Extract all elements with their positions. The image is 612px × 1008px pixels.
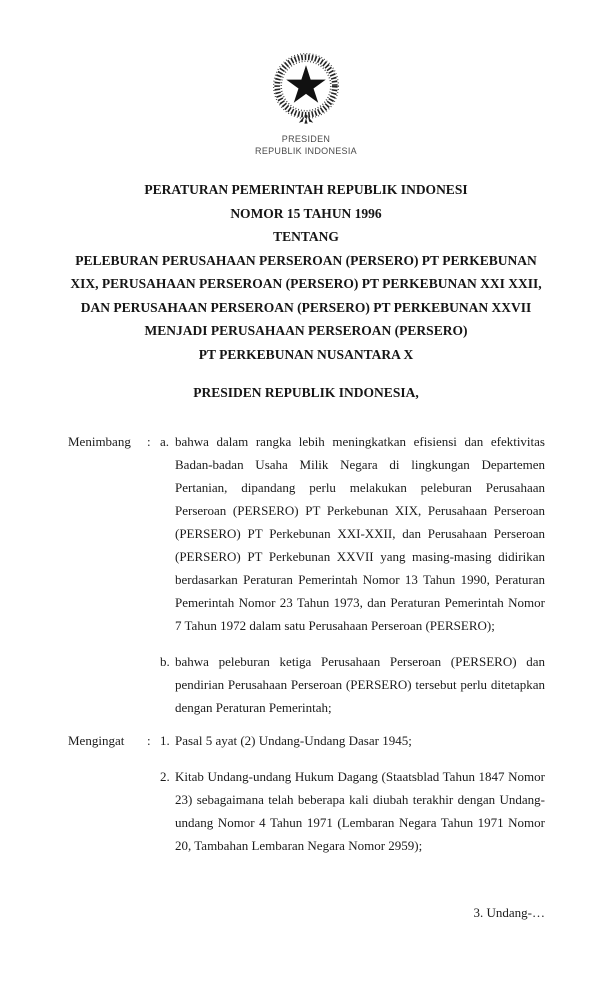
document-body <box>68 430 545 867</box>
recalling-item-2 <box>160 765 545 857</box>
item-marker: b. <box>160 654 170 669</box>
section-mengingat <box>68 729 545 857</box>
letterhead-presiden: PRESIDEN <box>281 134 331 144</box>
considering-item-a <box>160 430 545 637</box>
item-marker: a. <box>160 434 170 449</box>
title-line-8: PT PERKEBUNAN NUSANTARA X <box>198 346 414 362</box>
star-wreath-emblem-icon <box>263 50 349 130</box>
section-label: Mengingat <box>68 733 125 748</box>
item-text: bahwa dalam rangka lebih meningkatkan efisiensi dan efektivitas Badan-badan Usaha Milik Negara di lingkungan Departemen Pertanian, dipandang perlu melakukan peleburan Perusahaan Perseroan (PERSERO) PT Perkebunan XIX, Perusahaan Perseroan (PERSERO) PT Perkebunan XXI-XXII, dan Perusahaan Perseroan (PERSERO) PT Perkebunan XXVII yang masing-masing didirikan berdasarkan Peraturan Pemerintah Nomor 13 Tahun 1990, Peraturan Pemerintah Nomor 23 Tahun 1973, dan Peraturan Pemerintah Nomor 7 Tahun 1972 dalam satu Perusahaan Perseroan (PERSERO); <box>175 434 545 633</box>
section-menimbang <box>68 430 545 719</box>
salutation: PRESIDEN REPUBLIK INDONESIA, <box>193 385 419 400</box>
considering-item-b <box>160 650 545 719</box>
title-line-1: PERATURAN PEMERINTAH REPUBLIK INDONESI <box>144 182 468 197</box>
section-items <box>160 729 545 857</box>
section-items <box>160 430 545 719</box>
title-line-3: TENTANG <box>273 229 339 244</box>
title-line-2: NOMOR 15 TAHUN 1996 <box>230 205 382 221</box>
item-text: Kitab Undang-undang Hukum Dagang (Staatsblad Tahun 1847 Nomor 23) sebagaimana telah beberapa kali diubah terakhir dengan Undang-undang Nomor 4 Tahun 1971 (Lembaran Negara Tahun 1971 Nomor 20, Tambahan Lembaran Negara Nomor 2959); <box>175 769 545 853</box>
item-text: bahwa peleburan ketiga Perusahaan Perseroan (PERSERO) dan pendirian Perusahaan Perseroan (PERSERO) tersebut perlu ditetapkan dengan Peraturan Pemerintah; <box>175 654 545 715</box>
regulation-title <box>33 178 579 366</box>
title-line-4: PELEBURAN PERUSAHAAN PERSEROAN (PERSERO) PT PERKEBUNAN <box>75 252 537 268</box>
title-line-6: DAN PERUSAHAAN PERSEROAN (PERSERO) PT PERKEBUNAN XXVII <box>80 299 532 315</box>
letterhead-republik-indonesia: REPUBLIK INDONESIA <box>255 145 357 156</box>
letterhead <box>0 50 612 157</box>
recalling-item-1 <box>160 729 545 752</box>
title-line-5: XIX, PERUSAHAAN PERSEROAN (PERSERO) PT PERKEBUNAN XXI XXII, <box>70 276 542 291</box>
section-colon: : <box>147 434 151 449</box>
item-text: Pasal 5 ayat (2) Undang-Undang Dasar 1945; <box>175 733 412 748</box>
item-marker: 2. <box>160 769 170 784</box>
section-colon: : <box>147 733 151 748</box>
title-line-7: MENJADI PERUSAHAAN PERSEROAN (PERSERO) <box>144 323 468 338</box>
catchword: 3. Undang-… <box>473 905 545 920</box>
item-marker: 1. <box>160 733 170 748</box>
section-label: Menimbang <box>68 434 131 449</box>
